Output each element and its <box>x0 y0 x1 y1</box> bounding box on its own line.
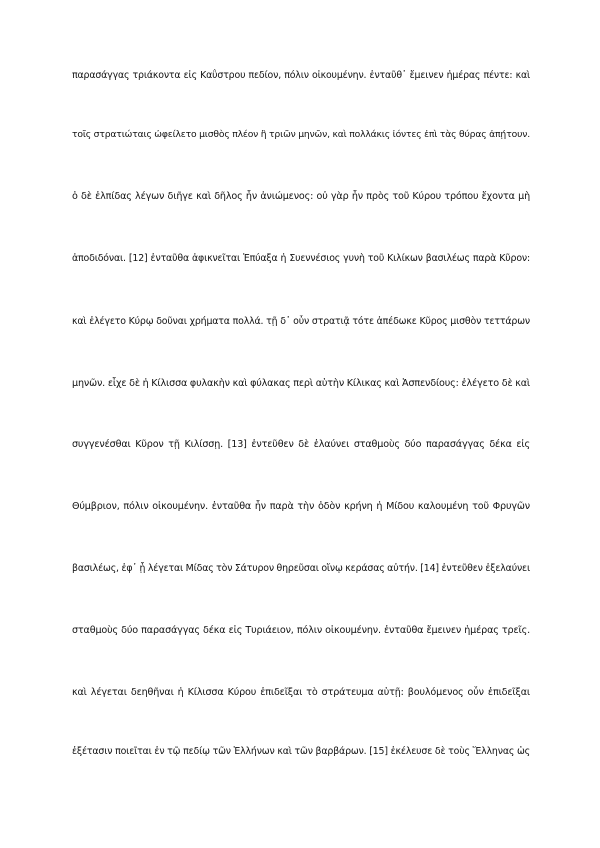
text-line-12: ἐξέτασιν ποιεῖται ἐν τῷ πεδίῳ τῶν Ἑλλήνων καὶ τῶν βαρβάρων. [15] ἐκέλευσε δὲ τοὺς Ἕλληνας ὡς <box>72 746 530 757</box>
text-line-8: Θύμβριον, πόλιν οἰκουμένην. ἐνταῦθα ἦν παρὰ τὴν ὁδὸν κρήνη ἡ Μίδου καλουμένη τοῦ Φρυγῶν <box>72 501 530 512</box>
text-line-4: ἀποδιδόναι. [12] ἐνταῦθα ἀφικνεῖται Ἐπύαξα ἡ Συεννέσιος γυνὴ τοῦ Κιλίκων βασιλέως παρὰ Κῦρον: <box>72 253 530 264</box>
text-line-1: παρασάγγας τριάκοντα εἰς Καΰστρου πεδίον, πόλιν οἰκουμένην. ἐνταῦθ᾽ ἔμεινεν ἡμέρας πέντε: καὶ <box>72 70 530 81</box>
text-line-11: καὶ λέγεται δεηθῆναι ἡ Κίλισσα Κύρου ἐπιδεῖξαι τὸ στράτευμα αὑτῇ: βουλόμενος οὖν ἐπιδεῖξαι <box>72 687 530 698</box>
text-line-10: σταθμοὺς δύο παρασάγγας δέκα εἰς Τυριάειον, πόλιν οἰκουμένην. ἐνταῦθα ἔμεινεν ἡμέρας τρεῖς. <box>72 625 530 636</box>
text-line-7: συγγενέσθαι Κῦρον τῇ Κιλίσσῃ. [13] ἐντεῦθεν δὲ ἐλαύνει σταθμοὺς δύο παρασάγγας δέκα εἰς <box>72 439 530 450</box>
text-line-2: τοῖς στρατιώταις ὠφείλετο μισθὸς πλέον ἢ τριῶν μηνῶν, καὶ πολλάκις ἰόντες ἐπὶ τὰς θύρας ἀπῄτουν. <box>72 129 530 140</box>
text-line-5: καὶ ἐλέγετο Κύρῳ δοῦναι χρήματα πολλά. τῇ δ᾽ οὖν στρατιᾷ τότε ἀπέδωκε Κῦρος μισθὸν τεττάρων <box>72 316 530 327</box>
text-line-3: ὁ δὲ ἐλπίδας λέγων διῆγε καὶ δῆλος ἦν ἀνιώμενος: οὐ γὰρ ἦν πρὸς τοῦ Κύρου τρόπου ἔχοντα μὴ <box>72 191 530 202</box>
text-line-6: μηνῶν. εἶχε δὲ ἡ Κίλισσα φυλακὴν καὶ φύλακας περὶ αὑτὴν Κίλικας καὶ Ἀσπενδίους: ἐλέγετο δὲ καὶ <box>72 378 530 389</box>
text-line-9: βασιλέως, ἐφ᾽ ᾗ λέγεται Μίδας τὸν Σάτυρον θηρεῦσαι οἴνῳ κεράσας αὐτήν. [14] ἐντεῦθεν ἐξελαύνει <box>72 563 530 574</box>
